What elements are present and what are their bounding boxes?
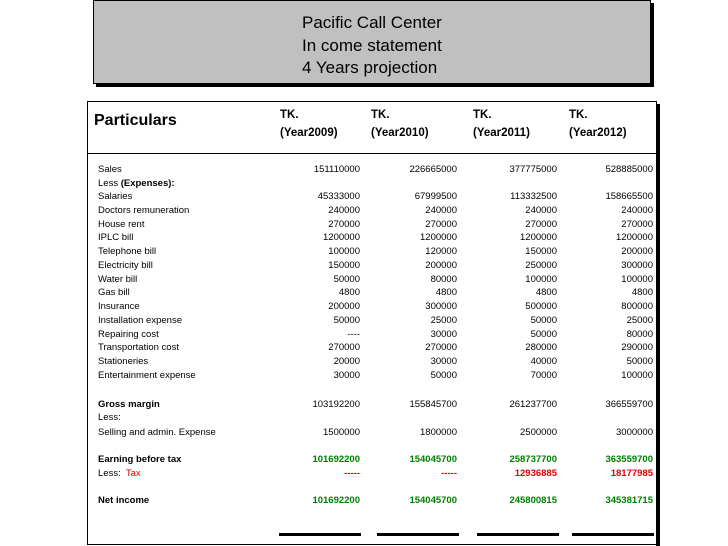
row-label: Water bill	[98, 274, 138, 285]
cell-value: 20000	[333, 356, 360, 367]
cell-value: 4800	[535, 287, 557, 298]
expenses-text: (Expenses):	[120, 178, 175, 189]
cell-value: 100000	[328, 246, 360, 257]
total-underline	[477, 533, 559, 536]
cell-value: 270000	[525, 219, 557, 230]
gross-margin-label: Gross margin	[98, 399, 160, 410]
cell-value: 4800	[338, 287, 360, 298]
cell-value: 50000	[430, 370, 457, 381]
cell-value: 25000	[430, 315, 457, 326]
col-year-2012: (Year2012)	[569, 127, 627, 139]
net-income-value: 345381715	[605, 495, 653, 506]
cell-value: 240000	[328, 205, 360, 216]
row-label: Doctors remuneration	[98, 205, 190, 216]
cell-value: 1200000	[323, 232, 360, 243]
row-label: House rent	[98, 219, 145, 230]
cell-value: 50000	[333, 315, 360, 326]
cell-value: 270000	[621, 219, 653, 230]
cell-value: 1200000	[616, 232, 653, 243]
cell-value: 240000	[525, 205, 557, 216]
cell-value: 50000	[530, 315, 557, 326]
cell-value: 250000	[525, 260, 557, 271]
cell-value: 70000	[530, 370, 557, 381]
selling-admin-value: 1500000	[323, 427, 360, 438]
cell-value: 270000	[425, 219, 457, 230]
tax-text: Tax	[125, 468, 141, 479]
col-currency-2010: TK.	[371, 109, 390, 121]
income-statement-table	[87, 101, 657, 545]
row-label: Transportation cost	[98, 342, 179, 353]
cell-value: 270000	[425, 342, 457, 353]
cell-value: 500000	[525, 301, 557, 312]
cell-value: 240000	[621, 205, 653, 216]
row-label: IPLC bill	[98, 232, 134, 243]
title-box	[93, 0, 651, 84]
selling-admin-value: 1800000	[420, 427, 457, 438]
less-label: Less:	[98, 412, 121, 423]
header-divider	[88, 153, 656, 154]
cell-value: 270000	[328, 219, 360, 230]
tax-label	[98, 467, 141, 481]
cell-value: 40000	[530, 356, 557, 367]
cell-value: 30000	[430, 329, 457, 340]
cell-value: 4800	[631, 287, 653, 298]
net-income-value: 101692200	[312, 495, 360, 506]
col-currency-2011: TK.	[473, 109, 492, 121]
cell-value: 100000	[525, 274, 557, 285]
row-label: Electricity bill	[98, 260, 153, 271]
particulars-header: Particulars	[94, 112, 177, 129]
col-year-2009: (Year2009)	[280, 127, 338, 139]
cell-value: 50000	[626, 356, 653, 367]
cell-value: 120000	[425, 246, 457, 257]
gross-margin-value: 261237700	[509, 399, 557, 410]
ebt-label: Earning before tax	[98, 454, 182, 465]
cell-value: 100000	[621, 370, 653, 381]
cell-value: 300000	[425, 301, 457, 312]
col-currency-2009: TK.	[280, 109, 299, 121]
cell-value: 200000	[425, 260, 457, 271]
row-label: Sales	[98, 164, 122, 175]
cell-value: 226665000	[409, 164, 457, 175]
row-label: Telephone bill	[98, 246, 157, 257]
cell-value: 1200000	[520, 232, 557, 243]
ebt-value: 363559700	[605, 454, 653, 465]
cell-value: 50000	[333, 274, 360, 285]
row-label: Insurance	[98, 301, 140, 312]
row-label: Stationeries	[98, 356, 149, 367]
gross-margin-value: 366559700	[605, 399, 653, 410]
ebt-value: 258737700	[509, 454, 557, 465]
net-income-value: 245800815	[509, 495, 557, 506]
row-label: Entertainment expense	[98, 370, 196, 381]
cell-value: 158665500	[605, 191, 653, 202]
cell-value: 25000	[626, 315, 653, 326]
tax-value: 12936885	[514, 468, 557, 479]
row-label: Repairing cost	[98, 329, 159, 340]
col-year-2011: (Year2011)	[473, 127, 530, 139]
cell-value: 80000	[626, 329, 653, 340]
cell-value: 45333000	[317, 191, 360, 202]
cell-value: 200000	[328, 301, 360, 312]
total-underline	[377, 533, 459, 536]
tax-value: 18177985	[610, 468, 653, 479]
cell-value: 800000	[621, 301, 653, 312]
less-text: Less	[98, 178, 121, 189]
cell-value: 240000	[425, 205, 457, 216]
row-label: Salaries	[98, 191, 133, 202]
cell-value: 67999500	[414, 191, 457, 202]
col-year-2010: (Year2010)	[371, 127, 429, 139]
gross-margin-value: 155845700	[409, 399, 457, 410]
cell-value: ----	[347, 329, 360, 340]
selling-admin-value: 2500000	[520, 427, 557, 438]
cell-value: 4800	[435, 287, 457, 298]
cell-value: 80000	[430, 274, 457, 285]
cell-value: 280000	[525, 342, 557, 353]
cell-value: 200000	[621, 246, 653, 257]
selling-admin-label: Selling and admin. Expense	[98, 427, 216, 438]
net-income-label: Net income	[98, 495, 150, 506]
cell-value: 50000	[530, 329, 557, 340]
tax-less-text: Less:	[98, 468, 126, 479]
selling-admin-value: 3000000	[616, 427, 653, 438]
company-name: Pacific Call Center	[302, 13, 442, 32]
total-underline	[572, 533, 654, 536]
cell-value: 30000	[430, 356, 457, 367]
total-underline	[279, 533, 361, 536]
row-label: Gas bill	[98, 287, 130, 298]
cell-value: 270000	[328, 342, 360, 353]
row-label-less-expenses	[98, 177, 175, 191]
cell-value: 113332500	[510, 191, 557, 202]
tax-value: -----	[344, 468, 360, 479]
cell-value: 528885000	[605, 164, 653, 175]
cell-value: 377775000	[509, 164, 557, 175]
tax-value: -----	[441, 468, 457, 479]
col-currency-2012: TK.	[569, 109, 588, 121]
cell-value: 150000	[525, 246, 557, 257]
cell-value: 30000	[333, 370, 360, 381]
cell-value: 151110000	[313, 164, 360, 175]
cell-value: 290000	[621, 342, 653, 353]
cell-value: 100000	[621, 274, 653, 285]
net-income-value: 154045700	[409, 495, 457, 506]
statement-title: In come statement	[302, 36, 442, 55]
cell-value: 150000	[328, 260, 360, 271]
ebt-value: 154045700	[409, 454, 457, 465]
cell-value: 300000	[621, 260, 653, 271]
ebt-value: 101692200	[312, 454, 360, 465]
projection-title: 4 Years projection	[302, 58, 438, 77]
row-label: Installation expense	[98, 315, 182, 326]
gross-margin-value: 103192200	[312, 399, 360, 410]
cell-value: 1200000	[420, 232, 457, 243]
